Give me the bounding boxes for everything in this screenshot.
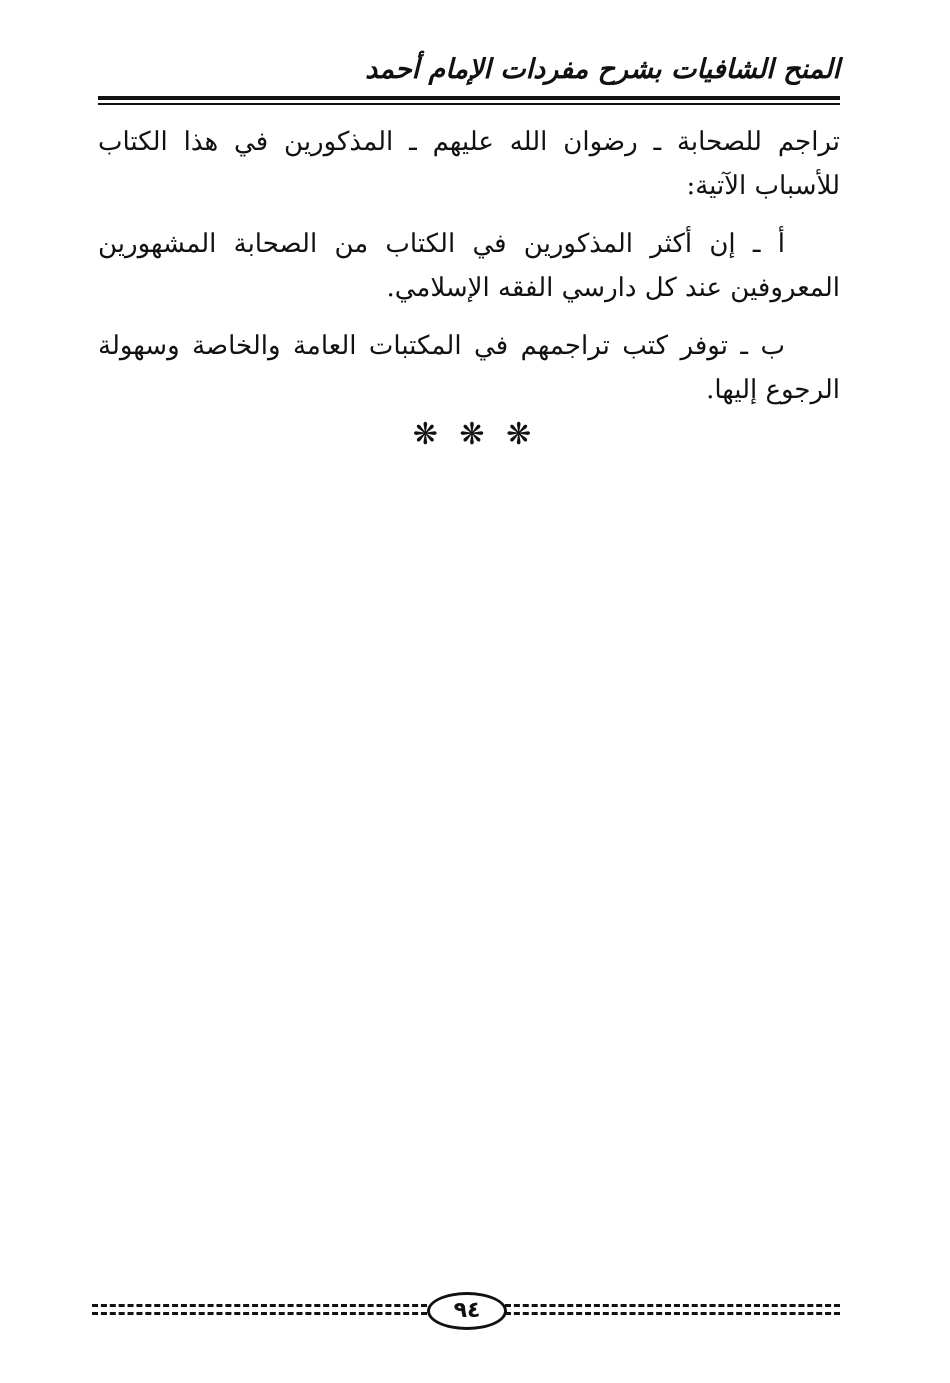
footer-dash-right-bottom <box>505 1312 840 1315</box>
running-header-title: المنح الشافيات بشرح مفردات الإمام أحمد <box>365 54 840 85</box>
paragraph-reason-a: أ ـ إن أكثر المذكورين في الكتاب من الصحابة المشهورين المعروفين عند كل دارسي الفقه الإسلامي. <box>98 229 840 303</box>
header-rule-thin <box>98 103 840 105</box>
section-separator-stars: ❋ ❋ ❋ <box>412 417 538 452</box>
body-text <box>98 120 840 426</box>
running-header <box>98 50 840 90</box>
page-number: ٩٤ <box>427 1292 507 1330</box>
footer-dash-left-top <box>92 1304 427 1307</box>
footer-dash-right-top <box>505 1304 840 1307</box>
page-footer <box>92 1292 840 1328</box>
paragraph-intro: تراجم للصحابة ـ رضوان الله عليهم ـ المذكورين في هذا الكتاب للأسباب الآتية: <box>98 127 840 201</box>
footer-dash-left-bottom <box>92 1312 427 1315</box>
paragraph-reason-b: ب ـ توفر كتب تراجمهم في المكتبات العامة والخاصة وسهولة الرجوع إليها. <box>98 331 840 405</box>
header-rule-thick <box>98 96 840 100</box>
